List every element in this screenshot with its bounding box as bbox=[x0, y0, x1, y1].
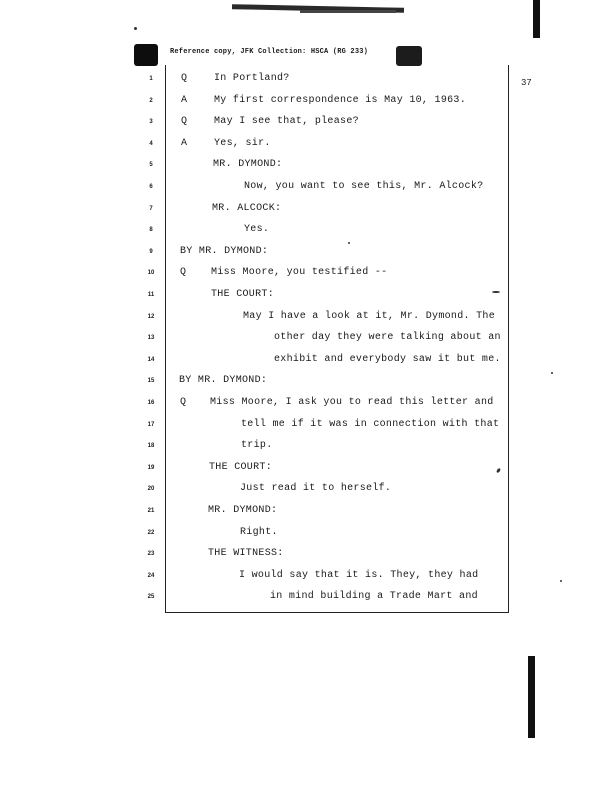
transcript-line-text: May I see that, please? bbox=[214, 116, 359, 128]
line-number: 8 bbox=[149, 227, 153, 234]
transcript-line-text: MR. DYMOND: bbox=[213, 159, 283, 171]
line-number: 2 bbox=[149, 97, 153, 104]
transcript-line-text: THE COURT: bbox=[211, 289, 275, 300]
line-number: 3 bbox=[149, 119, 153, 126]
header-blot bbox=[396, 46, 422, 66]
line-number: 24 bbox=[147, 572, 155, 579]
line-number: 1 bbox=[149, 76, 153, 82]
line-number: 17 bbox=[147, 421, 155, 428]
speaker-marker: A bbox=[181, 137, 188, 149]
line-number: 11 bbox=[147, 292, 155, 298]
transcript-line-text: THE WITNESS: bbox=[208, 548, 284, 560]
line-number: 18 bbox=[147, 443, 155, 450]
line-number: 20 bbox=[147, 486, 155, 493]
transcript-line-text: In Portland? bbox=[214, 73, 290, 84]
line-number: 25 bbox=[147, 594, 155, 601]
line-number: 14 bbox=[147, 356, 155, 363]
transcript-line-text: BY MR. DYMOND: bbox=[180, 245, 269, 257]
line-number: 10 bbox=[147, 270, 155, 277]
transcript-line-text: MR. DYMOND: bbox=[208, 505, 278, 516]
scan-speck bbox=[134, 27, 137, 30]
line-number: 22 bbox=[147, 529, 155, 536]
scan-edge-mark-top bbox=[533, 0, 540, 38]
punch-hole-blot bbox=[134, 44, 158, 66]
transcript-line-text: Miss Moore, you testified -- bbox=[211, 267, 388, 279]
line-number: 7 bbox=[149, 205, 153, 212]
transcript-line-text: Now, you want to see this, Mr. Alcock? bbox=[244, 181, 484, 192]
transcript-line-text: Yes. bbox=[244, 224, 270, 236]
line-number: 23 bbox=[147, 551, 155, 558]
scan-speck bbox=[560, 580, 562, 582]
transcript-line-text: My first correspondence is May 10, 1963. bbox=[214, 94, 467, 106]
line-number: 4 bbox=[149, 140, 153, 147]
line-number: 16 bbox=[147, 400, 155, 406]
speaker-marker: Q bbox=[180, 267, 187, 279]
line-number: 15 bbox=[147, 378, 155, 385]
transcript-line-text: Yes, sir. bbox=[214, 137, 271, 149]
line-number: 19 bbox=[147, 464, 155, 471]
line-number: 6 bbox=[149, 184, 153, 190]
transcript-line-text: other day they were talking about an bbox=[274, 332, 501, 344]
line-number: 9 bbox=[149, 248, 153, 255]
line-number: 12 bbox=[147, 313, 155, 320]
transcript-line-text: Just read it to herself. bbox=[240, 483, 392, 495]
transcript-line-text: Miss Moore, I ask you to read this letter and bbox=[210, 397, 494, 408]
speaker-marker: A bbox=[181, 94, 188, 106]
collection-header: Reference copy, JFK Collection: HSCA (RG 233) bbox=[170, 48, 369, 56]
transcript-line-text: exhibit and everybody saw it but me. bbox=[274, 353, 501, 365]
speaker-marker: Q bbox=[180, 397, 187, 408]
scan-speck bbox=[551, 372, 553, 374]
scan-edge-mark-bottom bbox=[528, 656, 535, 738]
transcript-line-text: tell me if it was in connection with that bbox=[241, 418, 500, 430]
transcript-line-text: I would say that it is. They, they had bbox=[239, 569, 479, 581]
line-number: 21 bbox=[147, 508, 155, 514]
transcript-line-text: Right. bbox=[240, 526, 278, 538]
speaker-marker: Q bbox=[181, 116, 188, 128]
speaker-marker: Q bbox=[181, 73, 188, 84]
transcript-line-text: trip. bbox=[241, 440, 273, 452]
transcript-line-text: May I have a look at it, Mr. Dymond. The bbox=[243, 310, 496, 322]
page-number: 37 bbox=[521, 78, 532, 88]
line-number: 13 bbox=[147, 335, 155, 342]
line-number: 5 bbox=[149, 162, 153, 169]
transcript-line-text: BY MR. DYMOND: bbox=[179, 375, 268, 387]
transcript-line-text: THE COURT: bbox=[209, 461, 273, 473]
scan-streak-top-secondary bbox=[300, 10, 396, 13]
transcript-line-text: in mind building a Trade Mart and bbox=[270, 591, 478, 603]
transcript-line-text: MR. ALCOCK: bbox=[212, 202, 282, 214]
